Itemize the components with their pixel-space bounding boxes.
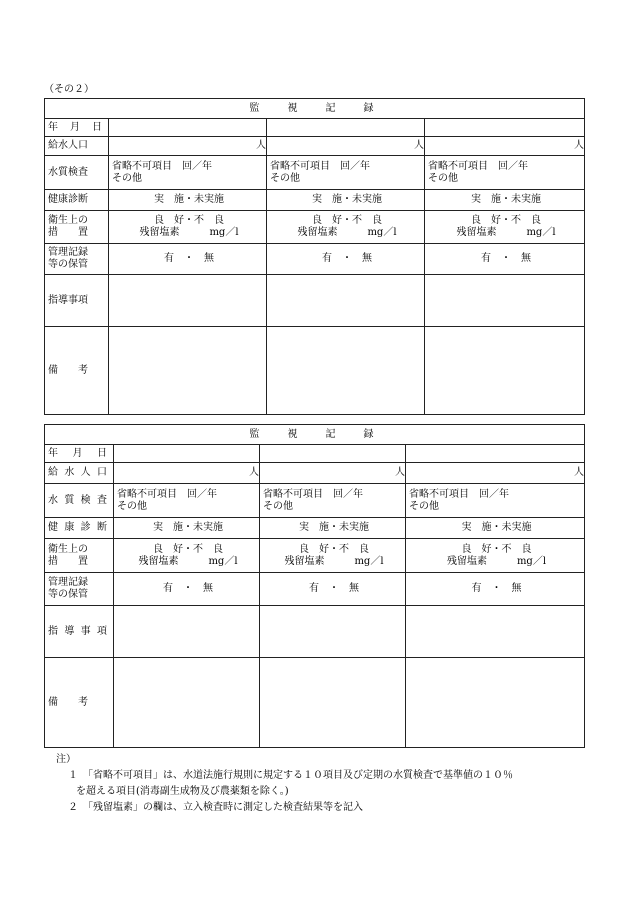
records-cell[interactable]: 有 ・ 無	[114, 573, 260, 606]
date-cell[interactable]	[114, 445, 260, 463]
date-label: 年 月 日	[45, 119, 109, 137]
water-quality-cell[interactable]: 省略不可項目 回／年 その他	[260, 484, 406, 518]
water-quality-cell[interactable]: 省略不可項目 回／年 その他	[406, 484, 585, 518]
guidance-cell[interactable]	[114, 606, 260, 658]
sanitary-cell[interactable]: 良 好・不 良 残留塩素 mg／l	[425, 211, 585, 244]
population-label: 給 水 人 口	[45, 463, 114, 484]
date-cell[interactable]	[406, 445, 585, 463]
remarks-cell[interactable]	[114, 658, 260, 748]
health-cell[interactable]: 実 施・未実施	[406, 518, 585, 539]
population-cell[interactable]: 人	[260, 463, 406, 484]
date-cell[interactable]	[267, 119, 425, 137]
records-cell[interactable]: 有 ・ 無	[425, 244, 585, 275]
sanitary-cell[interactable]: 良 好・不 良 残留塩素 mg／l	[109, 211, 267, 244]
health-cell[interactable]: 実 施・未実施	[260, 518, 406, 539]
notes	[56, 752, 513, 816]
sanitary-label: 衛生上の 措 置	[45, 211, 109, 244]
water-quality-cell[interactable]: 省略不可項目 回／年 その他	[109, 156, 267, 190]
records-cell[interactable]: 有 ・ 無	[260, 573, 406, 606]
sanitary-label: 衛生上の 措 置	[45, 539, 114, 573]
records-cell[interactable]: 有 ・ 無	[406, 573, 585, 606]
remarks-label: 備 考	[45, 327, 109, 415]
health-cell[interactable]: 実 施・未実施	[425, 190, 585, 211]
page-label: （その２）	[44, 84, 94, 95]
note-2: ２ 「残留塩素」の欄は、立入検査時に測定した検査結果等を記入	[68, 802, 363, 813]
population-label: 給水人口	[45, 137, 109, 156]
notes-heading: 注）	[56, 754, 76, 765]
remarks-cell[interactable]	[267, 327, 425, 415]
guidance-label: 指導事項	[45, 275, 109, 327]
remarks-cell[interactable]	[260, 658, 406, 748]
date-label: 年 月 日	[45, 445, 114, 463]
guidance-cell[interactable]	[267, 275, 425, 327]
population-cell[interactable]: 人	[109, 137, 267, 156]
water-quality-label: 水 質 検 査	[45, 484, 114, 518]
water-quality-label: 水質検査	[45, 156, 109, 190]
health-cell[interactable]: 実 施・未実施	[109, 190, 267, 211]
records-label: 管理記録 等の保管	[45, 244, 109, 275]
date-cell[interactable]	[425, 119, 585, 137]
remarks-cell[interactable]	[425, 327, 585, 415]
guidance-cell[interactable]	[109, 275, 267, 327]
water-quality-cell[interactable]: 省略不可項目 回／年 その他	[267, 156, 425, 190]
water-quality-cell[interactable]: 省略不可項目 回／年 その他	[425, 156, 585, 190]
sanitary-cell[interactable]: 良 好・不 良 残留塩素 mg／l	[260, 539, 406, 573]
population-cell[interactable]: 人	[114, 463, 260, 484]
population-cell[interactable]: 人	[425, 137, 585, 156]
health-label: 健 康 診 断	[45, 518, 114, 539]
date-cell[interactable]	[260, 445, 406, 463]
population-cell[interactable]: 人	[406, 463, 585, 484]
water-quality-cell[interactable]: 省略不可項目 回／年 その他	[114, 484, 260, 518]
sanitary-cell[interactable]: 良 好・不 良 残留塩素 mg／l	[114, 539, 260, 573]
guidance-cell[interactable]	[425, 275, 585, 327]
remarks-cell[interactable]	[406, 658, 585, 748]
record-title: 監 視 記 録	[45, 99, 585, 119]
health-label: 健康診断	[45, 190, 109, 211]
monitoring-record-table-1	[44, 98, 585, 415]
date-cell[interactable]	[109, 119, 267, 137]
note-1: １ 「省略不可項目」は、水道法施行規則に規定する１０項目及び定期の水質検査で基準値の１０％	[68, 770, 513, 781]
guidance-cell[interactable]	[406, 606, 585, 658]
remarks-cell[interactable]	[109, 327, 267, 415]
note-1-continued: を超える項目(消毒副生成物及び農薬類を除く。)	[76, 786, 289, 797]
guidance-label: 指 導 事 項	[45, 606, 114, 658]
guidance-cell[interactable]	[260, 606, 406, 658]
health-cell[interactable]: 実 施・未実施	[114, 518, 260, 539]
population-cell[interactable]: 人	[267, 137, 425, 156]
records-label: 管理記録 等の保管	[45, 573, 114, 606]
sanitary-cell[interactable]: 良 好・不 良 残留塩素 mg／l	[267, 211, 425, 244]
sanitary-cell[interactable]: 良 好・不 良 残留塩素 mg／l	[406, 539, 585, 573]
record-title: 監 視 記 録	[45, 425, 585, 445]
health-cell[interactable]: 実 施・未実施	[267, 190, 425, 211]
monitoring-record-table-2	[44, 424, 585, 748]
remarks-label: 備 考	[45, 658, 114, 748]
records-cell[interactable]: 有 ・ 無	[109, 244, 267, 275]
records-cell[interactable]: 有 ・ 無	[267, 244, 425, 275]
